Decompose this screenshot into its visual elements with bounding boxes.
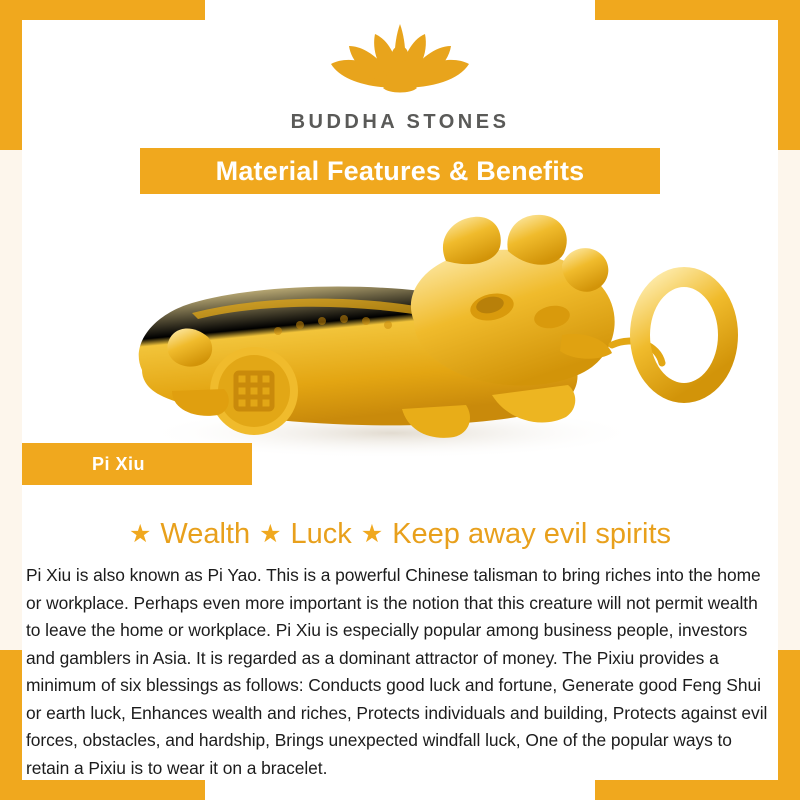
product-caption-bar: [22, 443, 252, 485]
corner-frame-bottom-right-horizontal: [595, 780, 800, 800]
corner-frame-top-left-vertical: [0, 0, 22, 150]
benefit-item-keep-away-evil-spirits: Keep away evil spirits: [392, 517, 672, 550]
star-icon: ★: [128, 519, 152, 548]
brand-name: BUDDHA STONES: [290, 111, 510, 133]
benefit-item-wealth: Wealth: [160, 517, 251, 550]
lotus-meditation-icon: [305, 18, 495, 108]
star-icon: ★: [259, 519, 282, 548]
description-paragraph: Pi Xiu is also known as Pi Yao. This is a powerful Chinese talisman to bring riches into the home or workplace. Perhaps even more important is the notion that this creature will not permit wealth to leave the home or workplace. Pi Xiu is especially popular among business people, investors and gamblers in Asia. It is regarded as a dominant attractor of money. The Pixiu provides a minimum of six blessings as follows: Conducts good luck and fortune, Generate good Feng Shui or earth luck, Enhances wealth and riches, Protects individuals and building, Protects against evil forces, obstacles, and hardship, Brings unexpected windfall luck, One of the popular ways to retain a Pixiu is to wear it on a bracelet.: [26, 565, 768, 778]
corner-frame-top-right-horizontal: [595, 0, 800, 20]
corner-frame-top-left-horizontal: [0, 0, 205, 20]
page-title: Material Features & Benefits: [215, 155, 585, 186]
corner-frame-bottom-right-vertical: [778, 650, 800, 800]
corner-frame-bottom-left-horizontal: [0, 780, 205, 800]
corner-frame-top-right-vertical: [778, 0, 800, 150]
golden-pixiu-pendant-image: [22, 195, 778, 485]
corner-frame-bottom-left-vertical: [0, 650, 22, 800]
brand-logo-block: [0, 18, 800, 143]
section-title-banner: [140, 148, 660, 194]
product-caption-label: Pi Xiu: [92, 453, 146, 474]
product-hero-image: [22, 195, 778, 485]
benefit-item-luck: Luck: [290, 517, 352, 550]
benefits-headline: [22, 510, 778, 558]
star-icon: ★: [360, 519, 384, 548]
